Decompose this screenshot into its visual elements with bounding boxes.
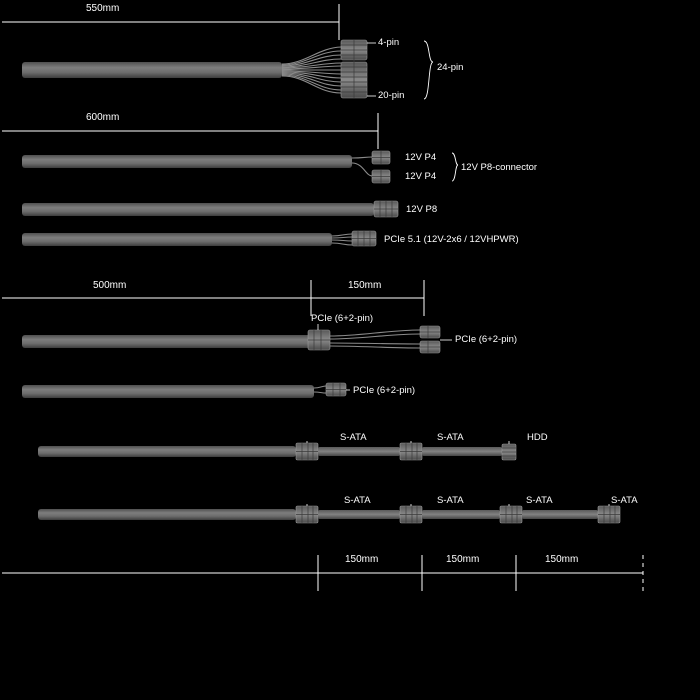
dimension-label-150-a: 150mm <box>345 554 379 565</box>
dimension-label-600: 600mm <box>86 112 120 123</box>
connector-label-20pin: 20-pin <box>378 90 405 101</box>
dimension-label-500: 500mm <box>93 280 127 291</box>
cable-pcie-dual <box>22 324 452 353</box>
connector-label-pcie-62-c: PCIe (6+2-pin) <box>353 385 416 396</box>
connector-label-24pin: 24-pin <box>437 62 464 73</box>
cable-12v-p8 <box>22 201 398 217</box>
cable-12v-p4 <box>22 151 458 183</box>
dimension-line-550 <box>2 4 339 40</box>
dimension-label-150-top: 150mm <box>348 280 382 291</box>
connector-label-12v-p4-b: 12V P4 <box>405 171 437 182</box>
cable-sata-quad <box>38 504 620 523</box>
dimension-line-600 <box>2 113 378 149</box>
cable-sata-hdd <box>38 441 516 460</box>
dimension-label-550: 550mm <box>86 3 120 14</box>
connector-label-sata-3: S-ATA <box>344 495 371 506</box>
connector-label-sata-5: S-ATA <box>526 495 553 506</box>
connector-label-12v-p4-a: 12V P4 <box>405 152 437 163</box>
cable-24pin <box>22 37 433 99</box>
connector-label-sata-2: S-ATA <box>437 432 464 443</box>
cable-pcie51-12vhpwr <box>22 231 376 246</box>
connector-label-pcie-62-b: PCIe (6+2-pin) <box>455 334 518 345</box>
connector-label-pcie-62-a: PCIe (6+2-pin) <box>311 313 374 324</box>
connector-label-sata-4: S-ATA <box>437 495 464 506</box>
connector-label-hdd: HDD <box>527 432 548 443</box>
dimension-label-150-b: 150mm <box>446 554 480 565</box>
connector-label-pcie51: PCIe 5.1 (12V-2x6 / 12VHPWR) <box>384 234 519 245</box>
dimension-label-150-c: 150mm <box>545 554 579 565</box>
cable-pcie-single <box>22 383 350 398</box>
connector-label-sata-1: S-ATA <box>340 432 367 443</box>
connector-label-12v-p8-connector: 12V P8-connector <box>461 162 538 173</box>
connector-label-sata-6: S-ATA <box>611 495 638 506</box>
connector-label-4pin: 4-pin <box>378 37 400 48</box>
connector-label-12v-p8: 12V P8 <box>406 204 438 215</box>
